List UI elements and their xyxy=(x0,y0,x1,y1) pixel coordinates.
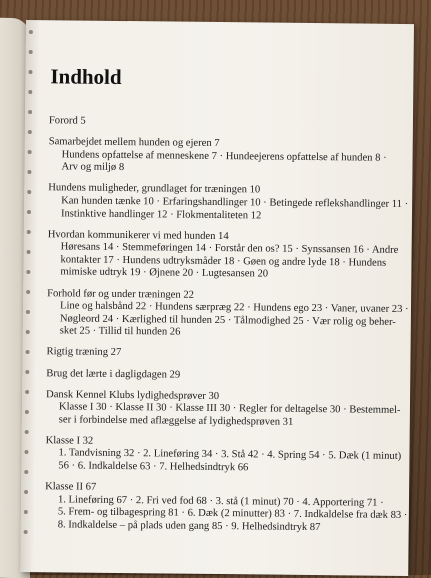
toc-entries xyxy=(45,115,409,535)
toc-entry-title: Rigtig træning 27 xyxy=(46,346,122,359)
binding-holes xyxy=(23,30,35,562)
binding-hole xyxy=(28,110,32,114)
toc-subentry-line: Klasse I 30 · Klasse II 30 · Klasse III 30 · Regler for deltagelse 30 · Bestemmel- xyxy=(58,401,401,417)
binding-hole xyxy=(26,350,30,354)
binding-hole xyxy=(26,330,30,334)
binding-hole xyxy=(26,310,30,314)
toc-subentry-line: mimiske udtryk 19 · Øjnene 20 · Lugtesansen 20 xyxy=(60,266,269,280)
toc-subentry-line: Arv og miljø 8 xyxy=(61,161,125,174)
toc-subentry-line: sket 25 · Tillid til hunden 26 xyxy=(59,325,181,338)
binding-hole xyxy=(25,390,29,394)
binding-hole xyxy=(27,210,31,214)
toc-entry xyxy=(45,481,408,535)
toc-entry-title: Dansk Kennel Klubs lydighedsprøver 30 xyxy=(46,388,220,402)
binding-hole xyxy=(27,190,31,194)
binding-hole xyxy=(25,430,29,434)
toc-subentry-line: 8. Indkaldelse – på plads uden gang 85 · 9. Helhedsindtryk 87 xyxy=(57,519,321,534)
toc-entry xyxy=(46,368,400,384)
toc-subentry-line: 5. Frem- og tilbagespring 81 · 6. Dæk (2 minutter) 83 · 7. Indkaldelse fra dæk 83 · xyxy=(57,506,408,522)
toc-entry xyxy=(46,389,400,430)
binding-hole xyxy=(24,490,28,494)
binding-hole xyxy=(24,530,28,534)
toc-entry xyxy=(46,347,400,363)
binding-hole xyxy=(28,150,32,154)
toc-entry xyxy=(48,136,402,177)
toc-subentry-line: 1. Tandvisning 32 · 2. Lineføring 34 · 3. Stå 42 · 4. Spring 54 · 5. Dæk (1 minut) xyxy=(58,447,402,463)
binding-hole xyxy=(24,450,28,454)
binding-hole xyxy=(28,70,32,74)
toc-subentry-line: 56 · 6. Indkaldelse 63 · 7. Helhedsindtryk 66 xyxy=(58,460,249,474)
page-title: Indhold xyxy=(50,64,122,90)
toc-entry-title: Klasse II 67 xyxy=(45,481,97,493)
toc-entry-title: Klasse I 32 xyxy=(45,435,94,447)
toc-entry-title: Forhold før og under træningen 22 xyxy=(47,287,195,301)
toc-entry xyxy=(45,435,402,476)
toc-entry-title: Brug det lærte i dagligdagen 29 xyxy=(46,367,181,381)
binding-hole xyxy=(28,90,32,94)
binding-hole xyxy=(24,510,28,514)
toc-entry xyxy=(48,182,409,224)
toc-entry xyxy=(47,229,402,283)
binding-hole xyxy=(25,410,29,414)
toc-subentry-line: kontakter 17 · Hundens udtryksmåder 18 · Gøen og andre lyde 18 · Hundens xyxy=(60,254,387,269)
binding-hole xyxy=(26,270,30,274)
binding-hole xyxy=(28,130,32,134)
toc-entry-title: Hvordan kommunikerer vi med hunden 14 xyxy=(47,228,229,242)
toc-subentry-line: ser i forbindelse med aflæggelse af lydighedsprøven 31 xyxy=(58,414,294,428)
binding-hole xyxy=(27,250,31,254)
toc-subentry-line: Nøgleord 24 · Kærlighed til hunden 25 · Tålmodighed 25 · Vær rolig og beher- xyxy=(59,313,396,328)
toc-subentry-line: Høresans 14 · Stemmeføringen 14 · Forstår den os? 15 · Synssansen 16 · Andre xyxy=(60,241,399,257)
toc-subentry-line: Hundens opfattelse af menneskene 7 · Hundeejerens opfattelse af hunden 8 · xyxy=(61,149,387,164)
table-of-contents xyxy=(45,64,409,544)
binding-hole xyxy=(25,370,29,374)
toc-entry xyxy=(47,287,409,342)
binding-hole xyxy=(29,30,33,34)
toc-entry-title: Forord 5 xyxy=(48,115,86,127)
binding-hole xyxy=(27,230,31,234)
binding-hole xyxy=(26,290,30,294)
binding-hole xyxy=(24,470,28,474)
binding-hole xyxy=(29,50,33,54)
binding-hole xyxy=(27,170,31,174)
toc-entry-title: Samarbejdet mellem hunden og ejeren 7 xyxy=(48,136,220,150)
toc-subentry-line: Instinktive handlinger 12 · Flokmentaliteten 12 xyxy=(60,207,262,222)
toc-entry-title: Hundens muligheder, grundlaget for træningen 10 xyxy=(48,182,261,196)
toc-subentry-line: Line og halsbånd 22 · Hundens særpræg 22 · Hundens ego 23 · Vaner, uvaner 23 · xyxy=(59,300,409,316)
book-page xyxy=(20,20,414,576)
toc-subentry-line: Kan hunden tænke 10 · Erfaringshandlinger 10 · Betingede reflekshandlinger 11 · xyxy=(61,195,409,210)
toc-entry xyxy=(49,115,403,131)
toc-subentry-line: 1. Lineføring 67 · 2. Fri ved fod 68 · 3. stå (1 minut) 70 · 4. Apportering 71 · xyxy=(57,494,384,509)
